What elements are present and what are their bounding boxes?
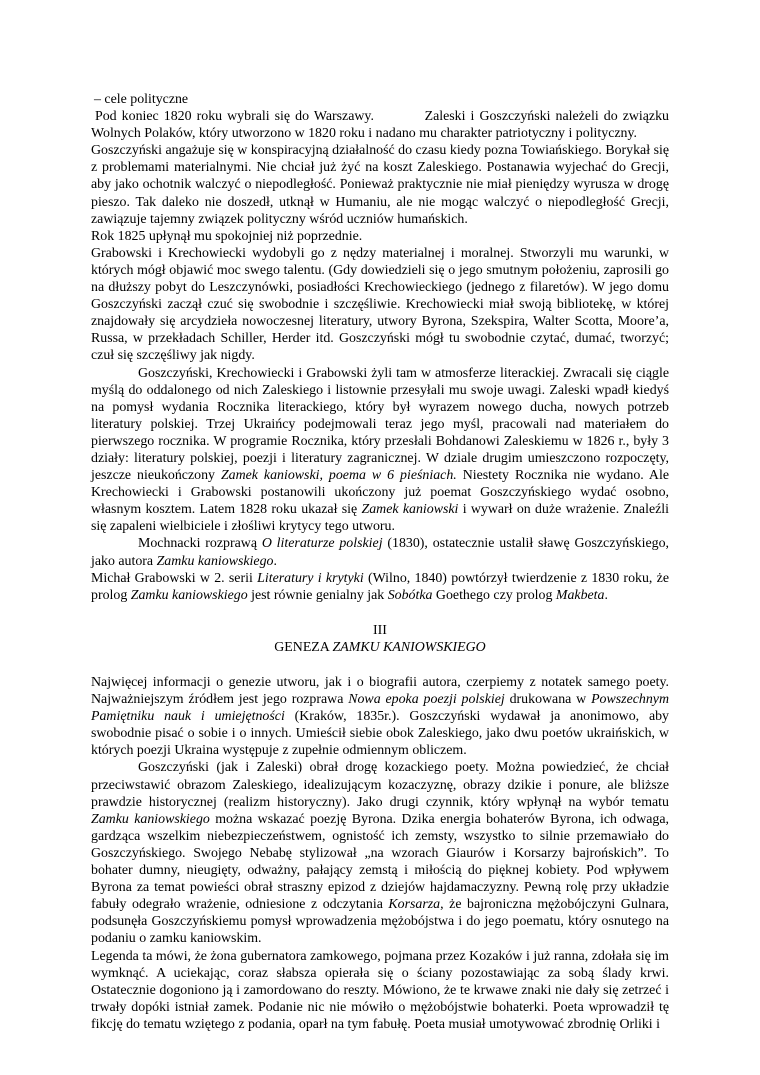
paragraph xyxy=(91,365,669,536)
text-span: Zaleski i Goszczyński należeli do związku Wolnych Polaków, który utworzono w 1820 roku i nadano mu charakter patriotyczny i polityczny. xyxy=(91,109,669,142)
italic-title: Powszechnym Pamiętniku nauk i umiejętności xyxy=(91,692,669,725)
text-span: . xyxy=(273,553,277,569)
text-span: Legenda ta mówi, że żona gubernatora zamkowego, pojmana przez Kozaków i już ranna, zdołała się im wymknąć. A uciekając, coraz słabsza opierała się o ściany pozostawiając za sobą ślady krwi. Ostatecznie dogoniono ją i zamordowano do reszty. Mówiono, że te krwawe znaki nie dały się zetrzeć i trwały dopóki istniał zamek. Podanie nic nie mówiło o mężobójstwie bohaterki. Poeta wprowadził tę fikcję do tematu wziętego z podania, oparł na tym fabułę. Poeta musiał umotywować zbrodnię Orliki i xyxy=(91,948,669,1032)
text-span: Goszczyński (jak i Zaleski) obrał drogę kozackiego poety. Można powiedzieć, że chciał przeciwstawić obrazom Zaleskiego, idealizującym kozaczyznę, obrazy dzikie i ponure, ale bliższe prawdzie historycznej (realizm historyczny). Jako drugi czynnik, który wpłynął na wybór tematu xyxy=(91,760,669,810)
text-span: Niestety Rocznika nie wydano. Ale Krechowiecki i Grabowski postanowili ukończony już poemat Goszczyńskiego wydać osobno, własnym kosztem. Latem 1828 roku ukazał się xyxy=(91,468,669,518)
italic-title: Zamku kaniowskiego xyxy=(91,811,210,827)
text-span: Goszczyński angażuje się w konspiracyjną działalność do czasu kiedy pozna Towiańskiego. Borykał się z problemami materialnymi. Nie chciał już żyć na koszt Zaleskiego. Postanawia wyjechać do Grecji, aby jako ochotnik walczyć o niepodległość. Ponieważ praktycznie nie miał pieniędzy wyrusza w drogę pieszo. Tak daleko nie doszedł, utknął w Humaniu, ale nie mogąc walczyć o niepodległość Grecji, zawiązuje tajemny związek polityczny wśród uczniów humańskich. xyxy=(91,143,669,227)
italic-title: Zamek kaniowski xyxy=(361,502,459,518)
text-span: drukowana w xyxy=(504,692,592,708)
text-span: (Wilno, 1840) powtórzył twierdzenie z 1830 roku, że prolog xyxy=(91,570,669,603)
italic-title: Zamku kaniowskiego xyxy=(130,587,248,603)
italic-title: Nowa epoka poezji polskiej xyxy=(348,692,505,708)
paragraph xyxy=(91,570,669,604)
text-span: Goszczyński, Krechowiecki i Grabowski żyli tam w atmosferze literackiej. Zwracali się ciągle myślą do oddalonego od nich Zaleskiego i listownie przesyłali mu swoje uwagi. Zaleski wpadł kiedyś na pomysł wydania Rocznika literackiego, który był wyrazem nowego ducha, nowych potrzeb literatury polskiej. Trzej Ukraińcy podejmowali teraz jego myśl, pracowali nad materiałem do pierwszego rocznika. W programie Rocznika, który przesłali Bohdanowi Zaleskiemu w 1826 r., były 3 działy: literatury polskiej, poezji i literatury zagranicznej. W dziale drugim umieszczono rozpoczęty, jeszcze nieukończony xyxy=(91,365,669,484)
text-span: – cele polityczne xyxy=(94,92,189,107)
italic-title: Zamku kaniowskiego xyxy=(156,553,274,569)
text-span: Grabowski i Krechowiecki wydobyli go z nędzy materialnej i moralnej. Stworzyli mu warunki, w których mógł objawić moc swego talentu. (Gdy dowiedzieli się o jego smutnym położeniu, zaprosili go na dłuższy pobyt do Leszczynówki, posiadłości Krechowieckiego (jednego z filaretów). W jego domu Goszczyński zaczął czuć się swobodnie i szczęśliwie. Krechowiecki miał swoją bibliotekę, w której znajdowały się arcydzieła nowoczesnej literatury, utwory Byrona, Szekspira, Walter Scotta, Moore’a, Russa, w przekładach Schiller, Herder itd. Goszczyński mógł tu swobodnie czytać, dumać, tworzyć; czuł się szczęśliwy jak nigdy. xyxy=(91,245,669,364)
text-span: Rok 1825 upłynął mu spokojniej niż poprzednie. xyxy=(91,228,363,244)
paragraph xyxy=(91,228,669,245)
list-line xyxy=(91,91,669,108)
italic-title: Literatury i krytyki xyxy=(257,570,364,586)
paragraph xyxy=(91,674,669,759)
paragraph xyxy=(91,759,669,947)
paragraph xyxy=(91,142,669,227)
paragraph xyxy=(91,535,669,569)
text-span: Najwięcej informacji o genezie utworu, jak i o biografii autora, czerpiemy z notatek samego poety. Najważniejszym źródłem jest jego rozprawa xyxy=(91,675,669,708)
text-span: jest równie genialny jak xyxy=(247,587,388,603)
text-span: , że bajroniczna mężobójczyni Gulnara, podsunęła Goszczyńskiemu pomysł wprowadzenia mężobójstwa i do jego poematu, który osnutego na podaniu o zamku kaniowskim. xyxy=(91,897,669,947)
text-span: Mochnacki rozprawą xyxy=(138,536,262,552)
text-span: Goethego czy prolog xyxy=(432,587,556,603)
section-number: III xyxy=(373,622,387,638)
italic-title: Makbeta xyxy=(555,587,605,603)
italic-title: Sobótka xyxy=(387,587,433,603)
text-span: można wskazać poezję Byrona. Dzika energia bohaterów Byrona, ich odwaga, gardząca wszelkim niebezpieczeństwem, ognistość ich zemsty, wszystko to silnie przemawiało do Goszczyńskiego. Swojego Nebabę stylizował „na wzorach Giaurów i Korsarzy bajrońskich”. To bohater dumny, nieugięty, odważny, pałający zemstą i miłością do pięknej kobiety. Pod wpływem Byrona za temat powieści obrał straszny epizod z dziejów hajdamaczyzny. Pewną rolę przy układzie fabuły odegrało wrażenie, odniesione z odczytania xyxy=(91,811,670,913)
paragraph xyxy=(91,245,669,365)
text-span: (1830), ostatecznie ustalił sławę Goszczyńskiego, jako autora xyxy=(91,536,669,569)
text-span: (Kraków, 1835r.). Goszczyński wydawał ja anonimowo, aby swobodnie pisać o sobie i o innych. Umieścił siebie obok Zaleskiego, jako dwu poetów ukraińskich, w których poezji Ukraina występuje z zupełnie odmiennym obliczem. xyxy=(91,709,669,759)
text-span: i wywarł on duże wrażenie. Znaleźli się zapaleni wielbiciele i złośliwi krytycy tego utworu. xyxy=(91,502,669,535)
heading-text: GENEZA xyxy=(274,639,333,655)
italic-title: Korsarza xyxy=(388,897,441,913)
text-span: Pod koniec 1820 roku wybrali się do Warszawy. xyxy=(95,109,374,125)
paragraph xyxy=(91,948,669,1033)
section-heading xyxy=(91,639,669,656)
text-span: Michał Grabowski w 2. serii xyxy=(91,570,258,586)
paragraph xyxy=(91,108,669,142)
heading-italic: ZAMKU KANIOWSKIEGO xyxy=(332,639,486,655)
italic-title: Zamek kaniowski, poema w 6 pieśniach. xyxy=(220,468,457,484)
text-span: . xyxy=(604,587,608,603)
italic-title: O literaturze polskiej xyxy=(261,536,383,552)
